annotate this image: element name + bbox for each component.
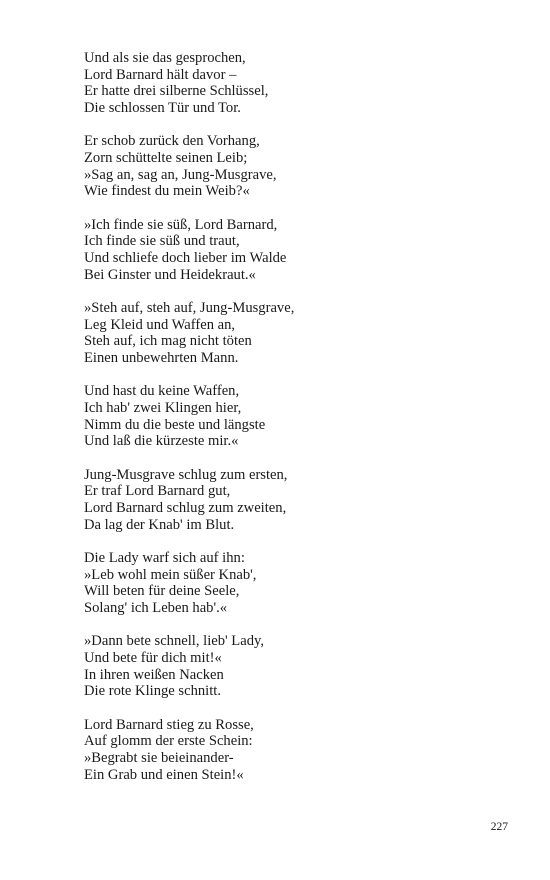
verse-line: Da lag der Knab' im Blut. xyxy=(84,516,235,533)
verse-line: »Leb wohl mein süßer Knab', xyxy=(84,566,257,583)
verse-line: »Dann bete schnell, lieb' Lady, xyxy=(84,633,264,650)
stanza-7 xyxy=(84,550,504,617)
verse-line: Er schob zurück den Vorhang, xyxy=(84,133,260,150)
stanza-3 xyxy=(84,217,504,284)
verse-line: Ich finde sie süß und traut, xyxy=(84,233,240,250)
verse-line: Ich hab' zwei Klingen hier, xyxy=(84,399,242,416)
stanza-4 xyxy=(84,300,504,367)
verse-line: Leg Kleid und Waffen an, xyxy=(84,316,236,333)
verse-line: Zorn schüttelte seinen Leib; xyxy=(84,150,248,167)
stanza-6 xyxy=(84,467,504,534)
page-number: 227 xyxy=(490,821,508,833)
verse-line: Nimm du die beste und längste xyxy=(84,416,266,433)
verse-line: Steh auf, ich mag nicht töten xyxy=(84,333,252,350)
verse-line: Will beten für deine Seele, xyxy=(84,583,240,600)
verse-line: Lord Barnard schlug zum zweiten, xyxy=(84,499,287,516)
stanza-2 xyxy=(84,133,504,200)
verse-line: Ein Grab und einen Stein!« xyxy=(84,766,244,783)
verse-line: »Begrabt sie beieinander- xyxy=(84,749,234,766)
verse-line: Die rote Klinge schnitt. xyxy=(84,683,221,700)
stanza-9 xyxy=(84,717,504,784)
verse-line: Und hast du keine Waffen, xyxy=(84,383,240,400)
stanza-8 xyxy=(84,633,504,700)
verse-line: Und schliefe doch lieber im Walde xyxy=(84,250,287,267)
stanza-1 xyxy=(84,50,504,117)
verse-line: Auf glomm der erste Schein: xyxy=(84,733,253,750)
verse-line: Einen unbewehrten Mann. xyxy=(84,350,239,367)
verse-line: Lord Barnard hält davor – xyxy=(84,66,237,83)
verse-line: Solang' ich Leben hab'.« xyxy=(84,599,228,616)
verse-line: Lord Barnard stieg zu Rosse, xyxy=(84,716,254,733)
verse-line: Er hatte drei silberne Schlüssel, xyxy=(84,83,269,100)
verse-line: »Ich finde sie süß, Lord Barnard, xyxy=(84,216,278,233)
verse-line: In ihren weißen Nacken xyxy=(84,666,224,683)
verse-line: Und laß die kürzeste mir.« xyxy=(84,433,239,450)
verse-line: Jung-Musgrave schlug zum ersten, xyxy=(84,466,288,483)
verse-line: Und als sie das gesprochen, xyxy=(84,50,246,66)
verse-line: Die schlossen Tür und Tor. xyxy=(84,100,241,117)
verse-line: Er traf Lord Barnard gut, xyxy=(84,483,231,500)
verse-line: Wie findest du mein Weib?« xyxy=(84,183,250,200)
stanza-5 xyxy=(84,383,504,450)
verse-line: Die Lady warf sich auf ihn: xyxy=(84,549,245,566)
verse-line: Und bete für dich mit!« xyxy=(84,649,222,666)
verse-line: Bei Ginster und Heidekraut.« xyxy=(84,266,256,283)
verse-line: »Steh auf, steh auf, Jung-Musgrave, xyxy=(84,299,295,316)
poem-body xyxy=(84,50,504,800)
verse-line: »Sag an, sag an, Jung-Musgrave, xyxy=(84,166,277,183)
